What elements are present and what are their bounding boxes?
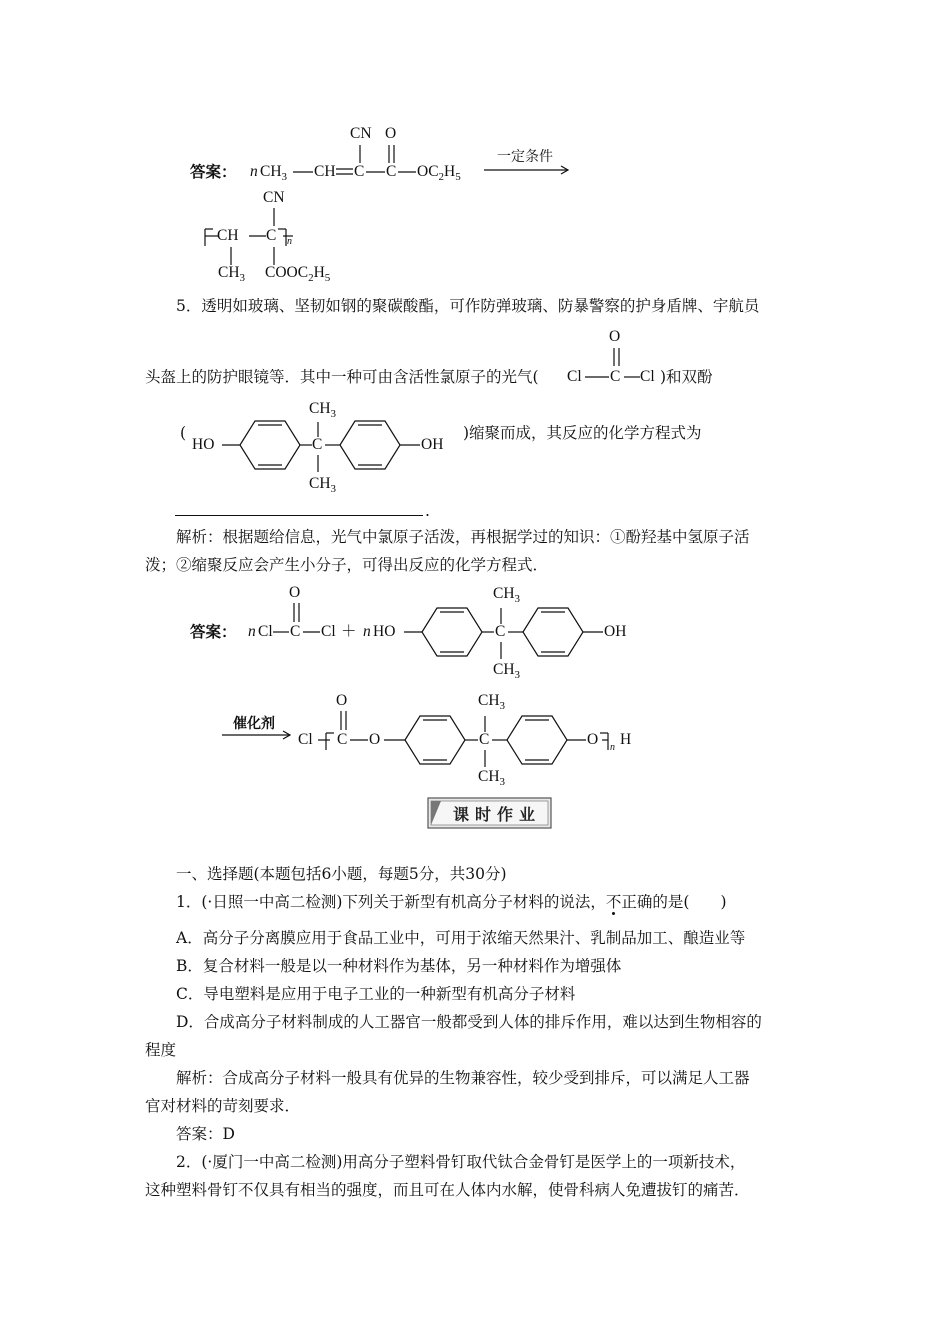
coefficient-n: n (250, 163, 258, 180)
answer1-bonds (0, 0, 950, 300)
q1-option-a[interactable]: A．高分子分离膜应用于食品工业中，可用于浓缩天然果汁、乳制品加工、酿造业等 (176, 929, 746, 947)
bisphenol-ho: HO (192, 436, 215, 453)
bisphenol-ch3-bottom: $CH_3$ (493, 661, 521, 682)
phosgene-o: O (289, 584, 301, 601)
catalyst-label: 催化剂 (233, 716, 275, 732)
carbonyl-oxygen: O (385, 125, 397, 142)
q5-line3-b: )缩聚而成，其反应的化学方程式为 (463, 424, 702, 442)
q1-answer: 答案：D (176, 1125, 235, 1143)
q5-line2-a: 头盔上的防护眼镜等．其中一种可由含活性氯原子的光气( (145, 368, 539, 386)
q5-structure-bonds (0, 300, 950, 520)
phosgene-c: C (610, 368, 621, 385)
section-banner (427, 797, 552, 829)
coefficient-n: n (248, 623, 256, 640)
product-carbonyl-o: O (336, 692, 348, 709)
product-cooc2h5: $COOC_2H_5$ (265, 264, 331, 285)
blank-period: . (425, 502, 430, 520)
q1-option-c[interactable]: C．导电塑料是应用于电子工业的一种新型有机高分子材料 (176, 985, 576, 1003)
product-quaternary-c: C (479, 731, 490, 748)
analysis5-line1: 解析：根据题给信息，光气中氯原子活泼，再根据学过的知识：①酚羟基中氢原子活 (176, 528, 750, 546)
phosgene-cl1: Cl (258, 623, 273, 640)
q2-line2: 这种塑料骨钉不仅具有相当的强度，而且可在人体内水解，使骨科病人免遭拔钉的痛苦． (145, 1181, 750, 1199)
answer-label: 答案： (190, 623, 237, 641)
bisphenol-c: C (312, 436, 323, 453)
bisphenol-ch3-top: $CH_3$ (309, 400, 337, 421)
product-o2: O (587, 731, 599, 748)
q1-option-b[interactable]: B．复合材料一般是以一种材料作为基体，另一种材料作为增强体 (176, 957, 622, 975)
phosgene-cl2: Cl (321, 623, 336, 640)
product-ch: CH (217, 227, 239, 244)
product-h: H (620, 731, 632, 748)
product-ch3-bottom: $CH_3$ (478, 768, 506, 789)
ch-group: CH (314, 163, 336, 180)
q1-analysis-line1: 解析：合成高分子材料一般具有优异的生物兼容性，较少受到排斥，可以满足人工器 (176, 1069, 750, 1087)
bisphenol-oh: OH (421, 436, 444, 453)
bisphenol-ho: HO (373, 623, 396, 640)
reaction-condition: 一定条件 (497, 149, 553, 165)
bisphenol-ch3-bottom: $CH_3$ (309, 475, 337, 496)
product-cl: Cl (298, 731, 313, 748)
q1-analysis-line2: 官对材料的苛刻要求． (145, 1097, 301, 1115)
q1-option-d-cont: 程度 (145, 1041, 177, 1059)
bisphenol-ch3-top: $CH_3$ (493, 585, 521, 606)
product-c: C (337, 731, 348, 748)
q1-option-d[interactable]: D．合成高分子材料制成的人工器官一般都受到人体的排斥作用，难以达到生物相容的 (176, 1013, 762, 1031)
repeat-n: n (610, 742, 615, 753)
q1-stem: 1．(·日照一中高二检测)下列关于新型有机高分子材料的说法，不正确的是( ) (176, 893, 727, 911)
q5-paren-open: ( (180, 424, 187, 442)
banner-text: 课时作业 (453, 805, 542, 824)
product-ch3: $CH_3$ (218, 264, 246, 285)
answer-blank[interactable] (175, 515, 423, 516)
carbon-2: C (386, 163, 397, 180)
product-c: C (266, 227, 277, 244)
phosgene-c: C (290, 623, 301, 640)
bisphenol-c: C (495, 623, 506, 640)
product-ch3-top: $CH_3$ (478, 692, 506, 713)
oc2h5-group: $OC_2H_5$ (417, 163, 461, 184)
q2-line1: 2．(·厦门一中高二检测)用高分子塑料骨钉取代钛合金骨钉是医学上的一项新技术， (176, 1153, 746, 1171)
coefficient-n2: n (363, 623, 371, 640)
cn-group: CN (350, 125, 372, 142)
answer2-bonds (0, 570, 950, 800)
emphasis-not: 不 (605, 893, 622, 911)
phosgene-o: O (609, 328, 621, 345)
ch3-group: $CH_3$ (260, 163, 288, 184)
section-title: 一、选择题(本题包括6小题，每题5分，共30分) (176, 865, 507, 883)
repeat-n: n (287, 236, 292, 247)
phosgene-cl2: Cl (640, 368, 655, 385)
answer-label: 答案： (190, 163, 237, 181)
product-o1: O (369, 731, 381, 748)
analysis5-line2: 泼；②缩聚反应会产生小分子，可得出反应的化学方程式． (145, 556, 549, 574)
product-cn: CN (263, 189, 285, 206)
bisphenol-oh: OH (604, 623, 627, 640)
q5-line1: 5．透明如玻璃、坚韧如钢的聚碳酸酯，可作防弹玻璃、防暴警察的护身盾牌、宇航员 (176, 297, 760, 315)
phosgene-cl1: Cl (567, 368, 582, 385)
plus-sign: ＋ (341, 623, 357, 640)
carbon-1: C (354, 163, 365, 180)
q5-line2-b: )和双酚 (660, 368, 713, 386)
